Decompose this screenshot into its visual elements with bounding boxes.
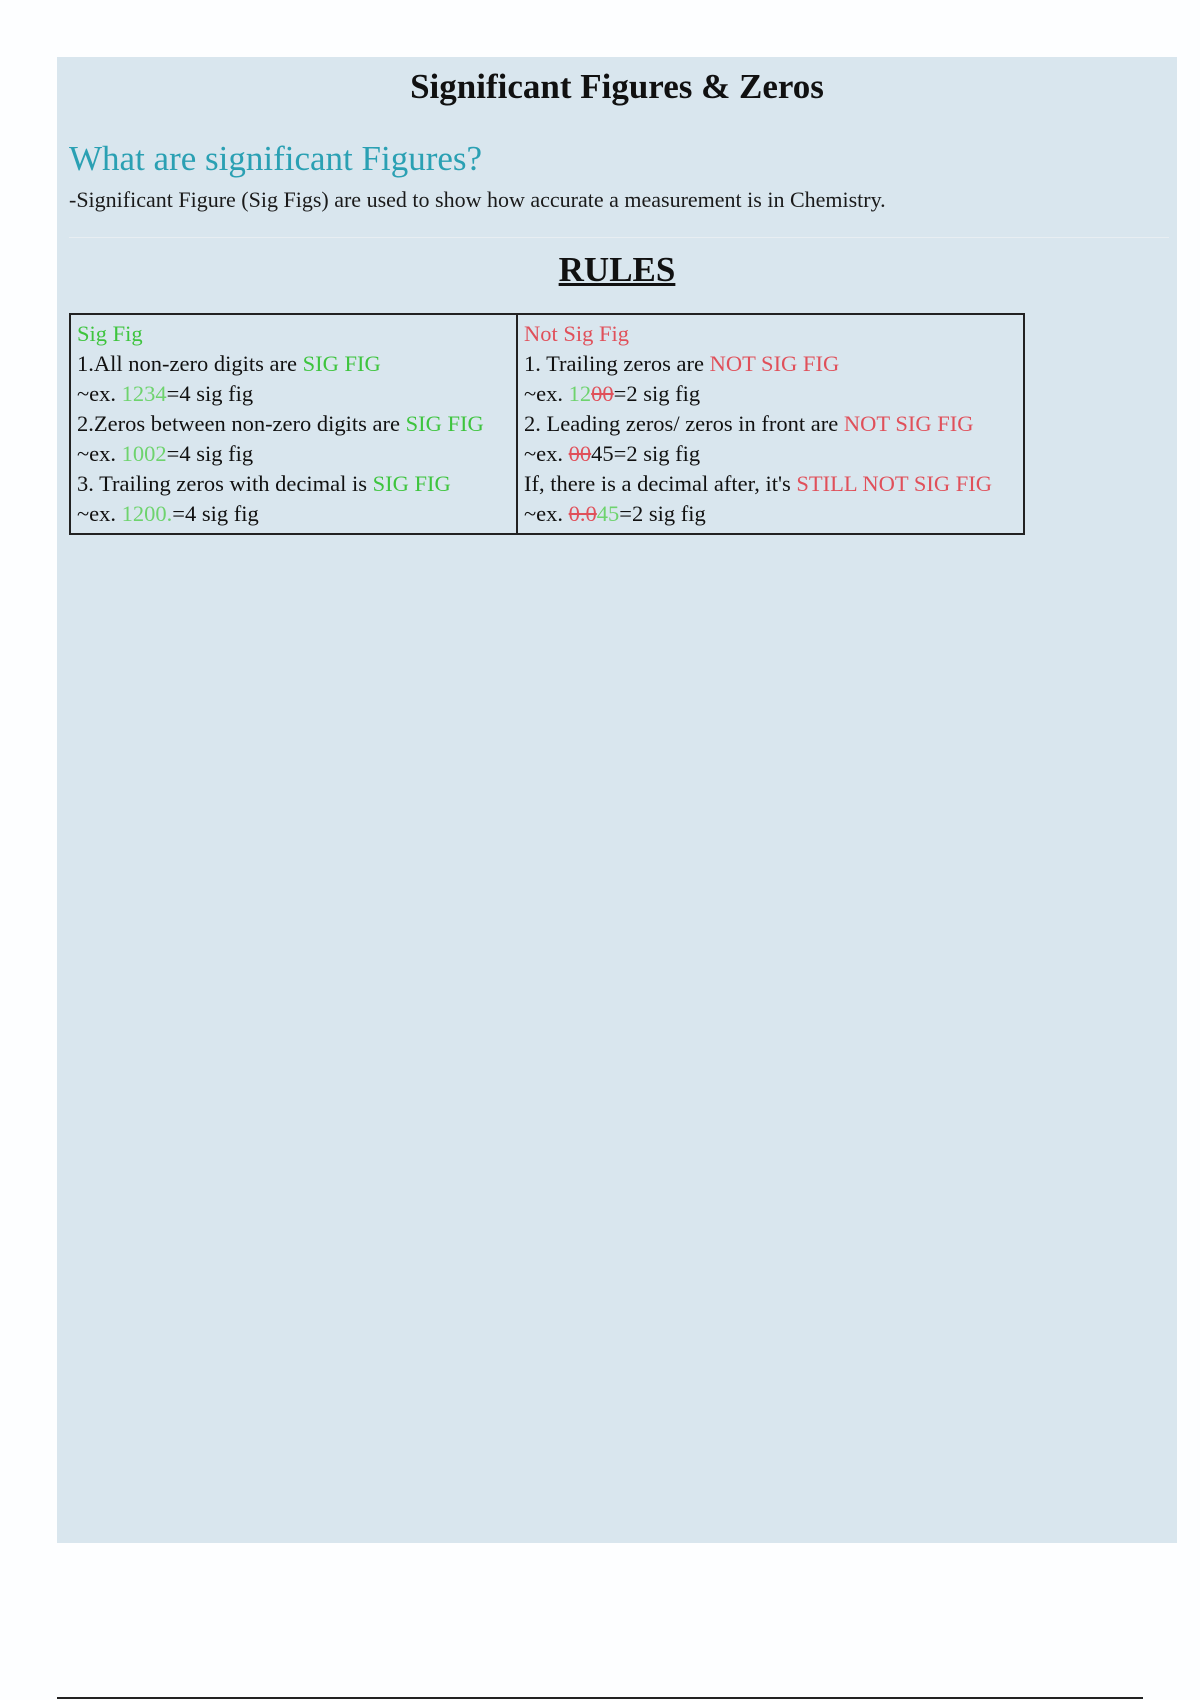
example-prefix: ~ex. xyxy=(524,441,569,466)
example-prefix: ~ex. xyxy=(77,441,122,466)
example-prefix: ~ex. xyxy=(524,501,569,526)
example-result: =4 sig fig xyxy=(166,381,254,406)
example-digits: 45 xyxy=(591,441,614,466)
page-title: Significant Figures & Zeros xyxy=(410,67,824,106)
example-struck-digits: 00 xyxy=(591,381,614,406)
example-result: =4 sig fig xyxy=(166,441,254,466)
sig-example-1 xyxy=(77,379,510,409)
rule-text: 2. Leading zeros/ zeros in front are xyxy=(524,411,844,436)
example-prefix: ~ex. xyxy=(77,501,122,526)
example-result: =2 sig fig xyxy=(619,501,706,526)
not-sig-fig-tag: STILL NOT SIG FIG xyxy=(796,471,993,496)
not-sig-fig-column xyxy=(517,314,1024,534)
example-result: =2 sig fig xyxy=(613,381,701,406)
not-sig-fig-tag: NOT SIG FIG xyxy=(843,411,974,436)
not-sig-rule-2 xyxy=(524,409,1017,439)
divider xyxy=(69,237,1169,238)
example-prefix: ~ex. xyxy=(524,381,569,406)
section-heading: What are significant Figures? xyxy=(69,139,483,178)
example-struck-digits: 0.0 xyxy=(568,501,597,526)
example-struck-digits: 00 xyxy=(568,441,592,466)
rule-text: If, there is a decimal after, it's xyxy=(524,471,797,496)
example-result: =4 sig fig xyxy=(172,501,259,526)
not-sig-example-3 xyxy=(524,499,1017,529)
sig-rule-3 xyxy=(77,469,510,499)
table-row xyxy=(70,314,1024,534)
rule-text: 1.All non-zero digits are xyxy=(77,351,303,376)
not-sig-fig-tag: NOT SIG FIG xyxy=(709,351,840,376)
sig-rule-2 xyxy=(77,409,510,439)
not-sig-rule-3 xyxy=(524,469,1017,499)
sig-fig-tag: SIG FIG xyxy=(302,351,381,376)
example-sig-digits: 12 xyxy=(568,381,592,406)
sig-rule-1 xyxy=(77,349,510,379)
not-sig-example-2 xyxy=(524,439,1017,469)
rules-table xyxy=(69,313,1025,535)
rule-text: 1. Trailing zeros are xyxy=(524,351,710,376)
example-number: 1002 xyxy=(121,441,167,466)
not-sig-fig-header: Not Sig Fig xyxy=(524,321,630,346)
example-prefix: ~ex. xyxy=(77,381,122,406)
rule-text: 3. Trailing zeros with decimal is xyxy=(77,471,373,496)
rules-heading: RULES xyxy=(558,250,676,289)
sig-fig-header: Sig Fig xyxy=(77,321,143,346)
example-number: 1234 xyxy=(121,381,167,406)
example-result: =2 sig fig xyxy=(613,441,701,466)
not-sig-rule-1 xyxy=(524,349,1017,379)
example-number: 1200. xyxy=(121,501,173,526)
footer-rule xyxy=(57,1697,1143,1699)
sig-fig-tag: SIG FIG xyxy=(372,471,451,496)
sig-fig-tag: SIG FIG xyxy=(405,411,484,436)
document-panel xyxy=(57,57,1177,1543)
not-sig-example-1 xyxy=(524,379,1017,409)
rule-text: 2.Zeros between non-zero digits are xyxy=(77,411,406,436)
sig-example-3 xyxy=(77,499,510,529)
sig-example-2 xyxy=(77,439,510,469)
example-sig-digits: 45 xyxy=(596,501,620,526)
intro-paragraph: -Significant Figure (Sig Figs) are used to show how accurate a measurement is in Chemistry. xyxy=(69,187,886,212)
sig-fig-column xyxy=(70,314,517,534)
